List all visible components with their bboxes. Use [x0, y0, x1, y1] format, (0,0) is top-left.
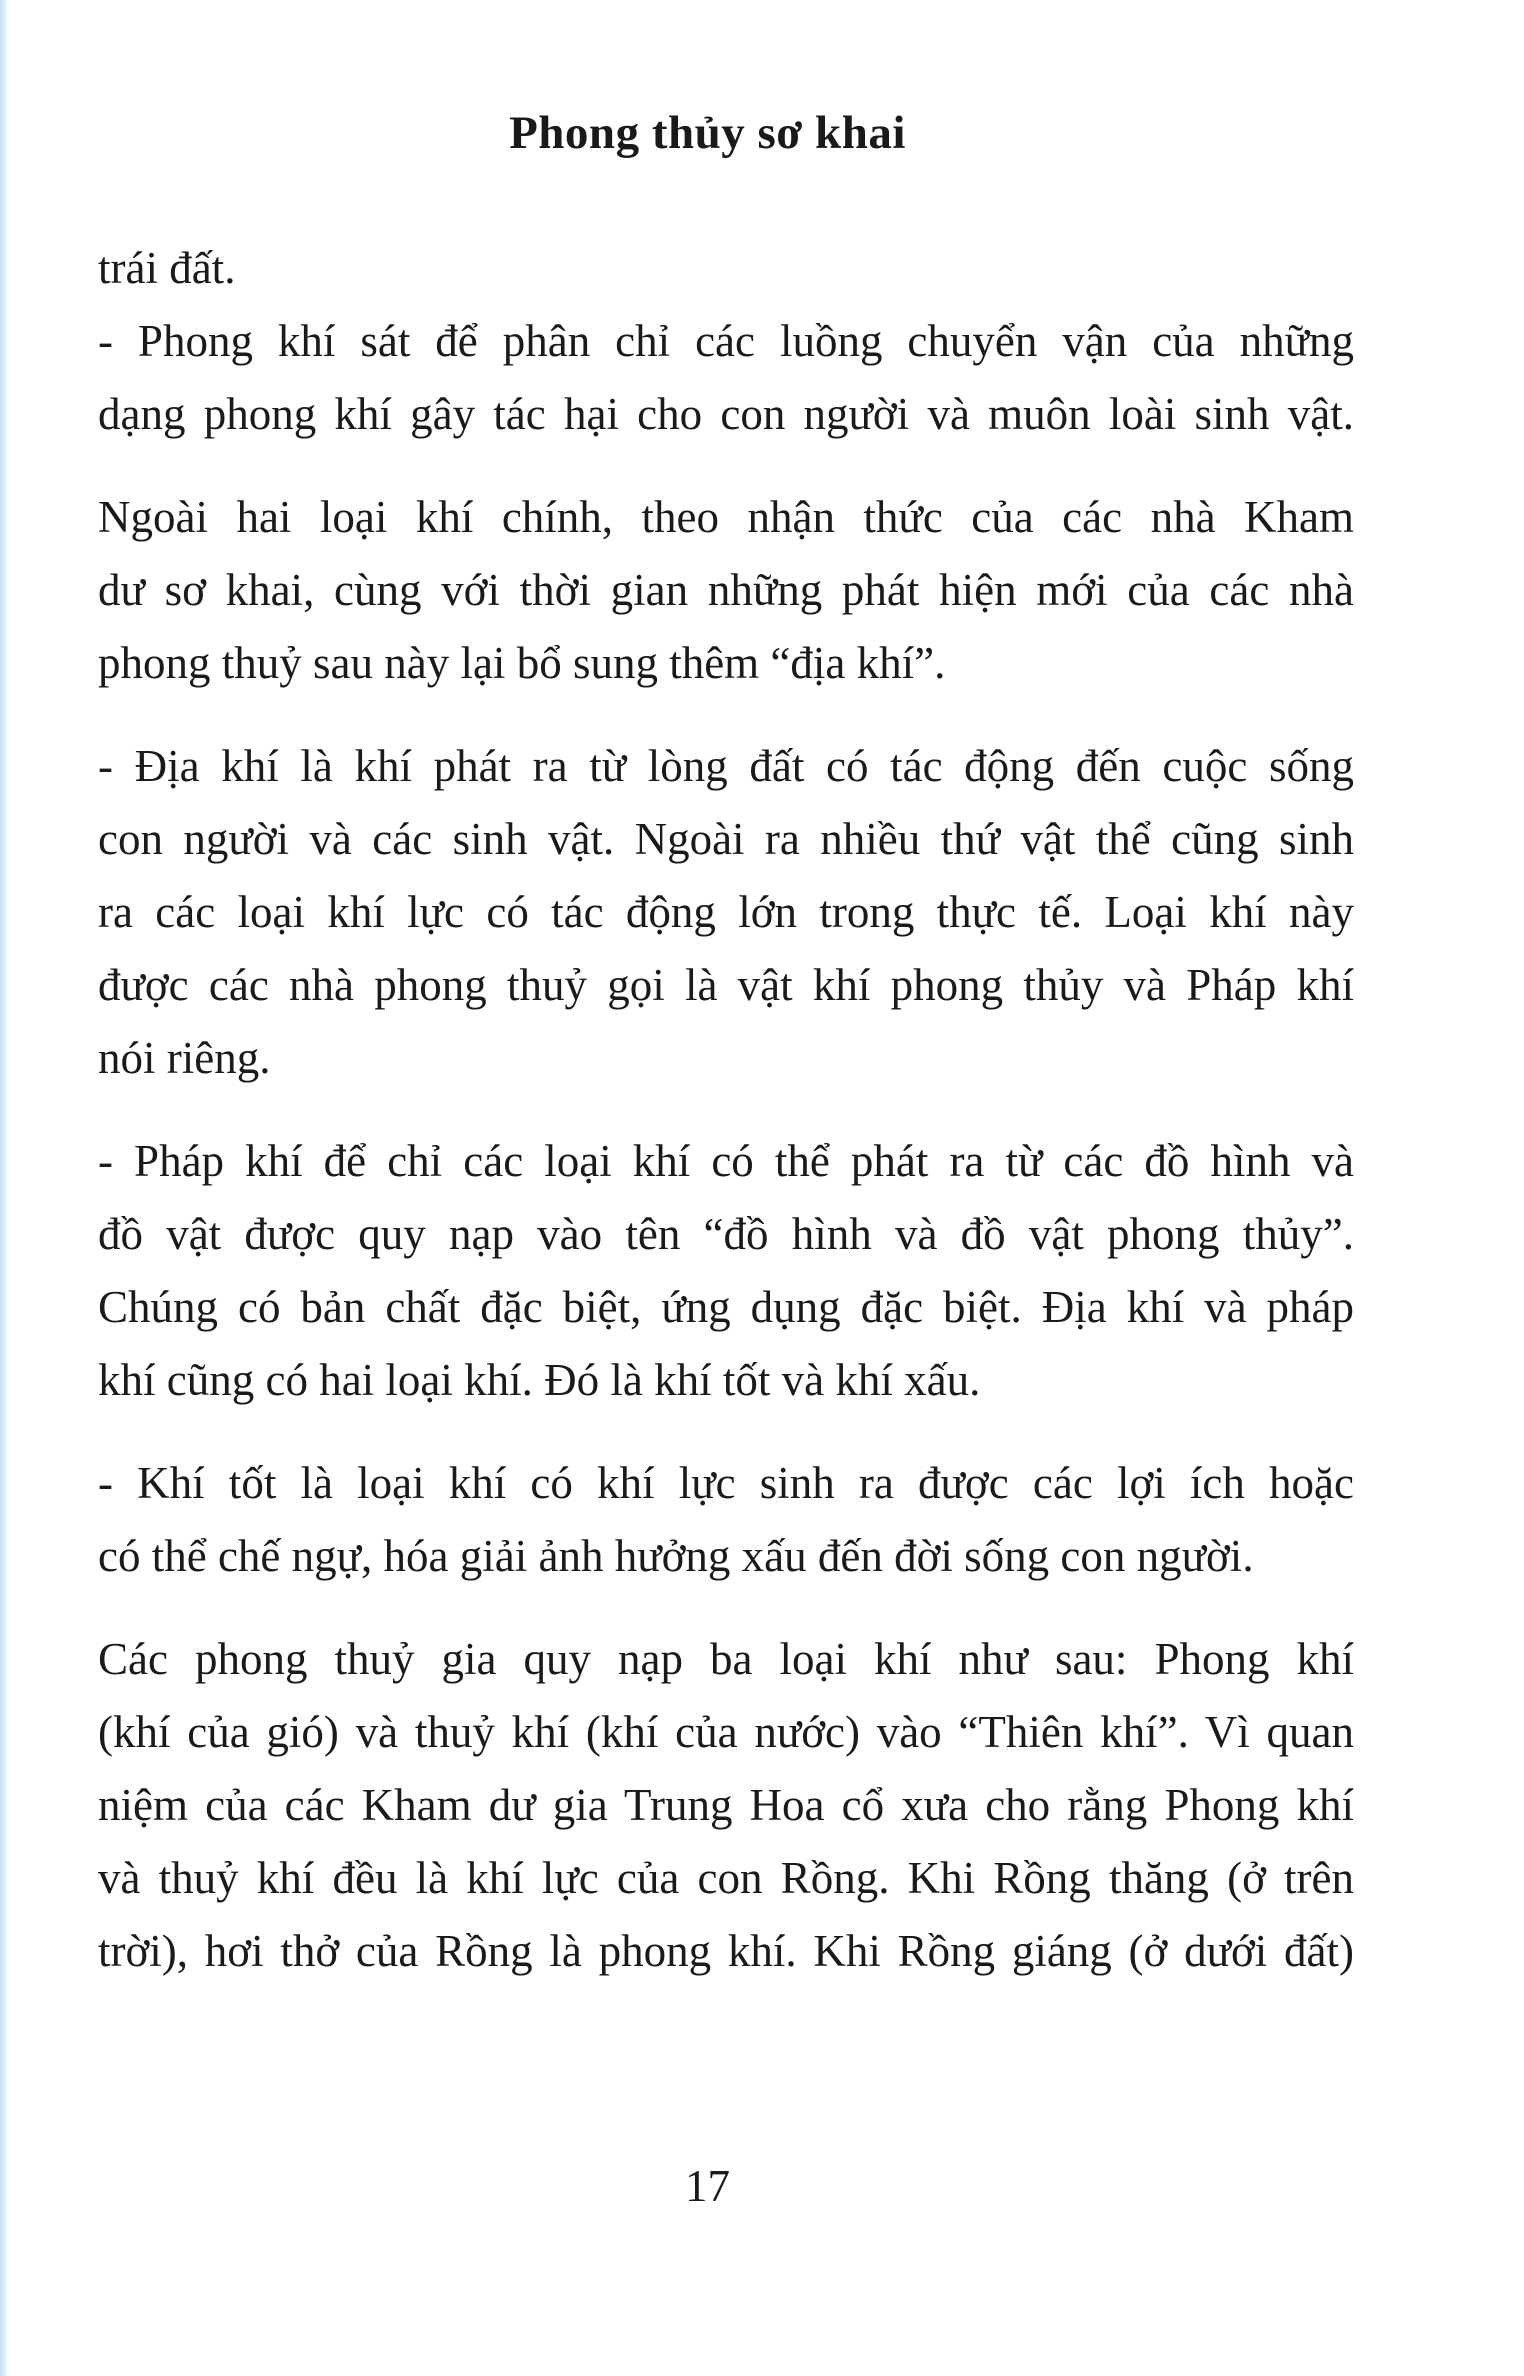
paragraph	[98, 1623, 1354, 1988]
paragraph	[98, 305, 1354, 451]
text-line: dư sơ khai, cùng với thời gian những phát hiện mới của các nhà	[98, 565, 1354, 615]
text-line: trời), hơi thở của Rồng là phong khí. Khi Rồng giáng (ở dưới đất)	[98, 1926, 1354, 1976]
running-header: Phong thủy sơ khai	[509, 107, 906, 159]
text-line: và thuỷ khí đều là khí lực của con Rồng. Khi Rồng thăng (ở trên	[98, 1853, 1354, 1903]
paragraph	[98, 1125, 1354, 1417]
text-line: Ngoài hai loại khí chính, theo nhận thức của các nhà Kham	[98, 492, 1354, 542]
page-number: 17	[685, 2161, 730, 2211]
text-line: trái đất.	[98, 243, 236, 293]
text-line: đồ vật được quy nạp vào tên “đồ hình và đồ vật phong thủy”.	[98, 1209, 1354, 1259]
text-line: dạng phong khí gây tác hại cho con người và muôn loài sinh vật.	[98, 389, 1354, 439]
text-line: có thể chế ngự, hóa giải ảnh hưởng xấu đến đời sống con người.	[98, 1531, 1254, 1581]
text-line: con người và các sinh vật. Ngoài ra nhiều thứ vật thể cũng sinh	[98, 814, 1354, 864]
text-line: Chúng có bản chất đặc biệt, ứng dụng đặc biệt. Địa khí và pháp	[98, 1282, 1354, 1332]
text-line: nói riêng.	[98, 1033, 271, 1083]
text-line: - Phong khí sát để phân chỉ các luồng chuyển vận của những	[98, 316, 1354, 366]
paragraph	[98, 232, 1354, 305]
text-line: - Pháp khí để chỉ các loại khí có thể phát ra từ các đồ hình và	[98, 1136, 1354, 1186]
text-line: - Khí tốt là loại khí có khí lực sinh ra được các lợi ích hoặc	[98, 1458, 1354, 1508]
text-line: Các phong thuỷ gia quy nạp ba loại khí như sau: Phong khí	[98, 1634, 1354, 1684]
text-line: ra các loại khí lực có tác động lớn trong thực tế. Loại khí này	[98, 887, 1354, 937]
page-edge-shadow	[0, 0, 7, 2376]
paragraph	[98, 1447, 1354, 1593]
paragraph	[98, 730, 1354, 1095]
body-text	[98, 232, 1354, 1988]
text-line: (khí của gió) và thuỷ khí (khí của nước) vào “Thiên khí”. Vì quan	[98, 1707, 1354, 1757]
text-line: niệm của các Kham dư gia Trung Hoa cổ xưa cho rằng Phong khí	[98, 1780, 1354, 1830]
paragraph	[98, 481, 1354, 700]
text-line: khí cũng có hai loại khí. Đó là khí tốt và khí xấu.	[98, 1355, 981, 1405]
text-line: - Địa khí là khí phát ra từ lòng đất có tác động đến cuộc sống	[98, 741, 1354, 791]
text-line: phong thuỷ sau này lại bổ sung thêm “địa khí”.	[98, 638, 946, 688]
text-line: được các nhà phong thuỷ gọi là vật khí phong thủy và Pháp khí	[98, 960, 1354, 1010]
